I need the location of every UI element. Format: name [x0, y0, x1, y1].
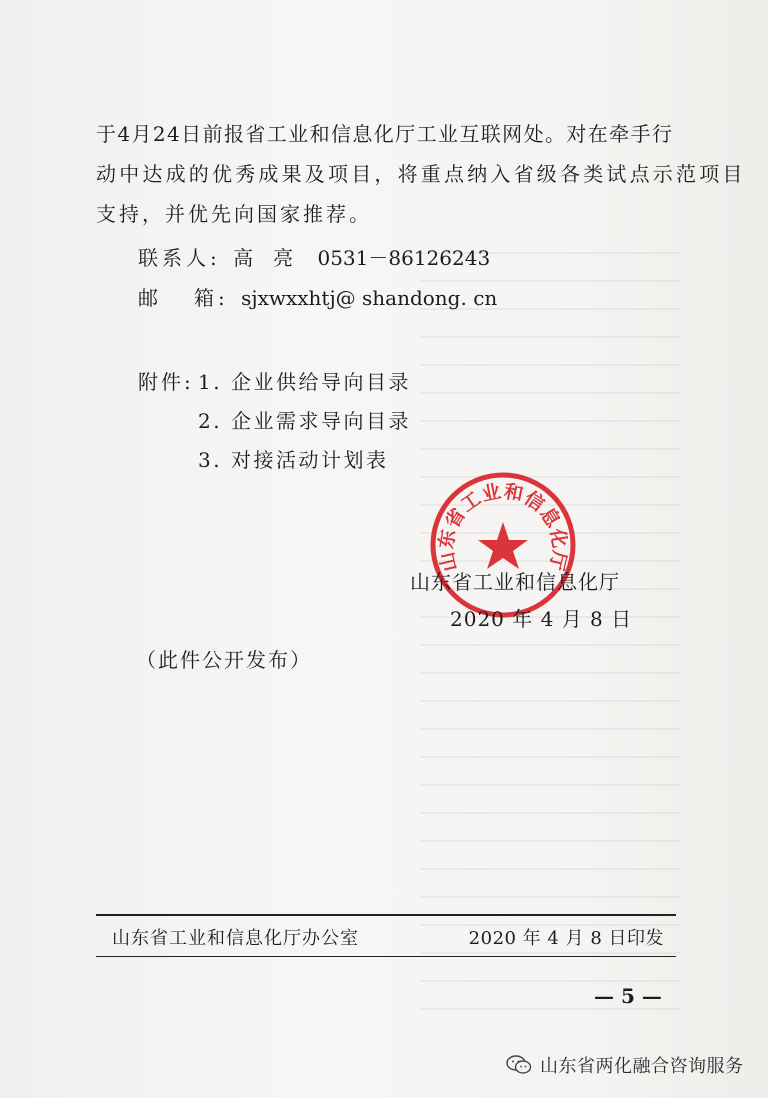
attachment-item-3: 3. 对接活动计划表 [198, 448, 389, 472]
body-line-3: 支持，并优先向国家推荐。 [96, 202, 372, 226]
official-seal [428, 470, 578, 620]
svg-text:山东省工业和信息化厅: 山东省工业和信息化厅 [435, 480, 571, 574]
footer-office: 山东省工业和信息化厅办公室 [112, 928, 359, 949]
attachments-label: 附件: [138, 370, 194, 394]
seal-star-icon [478, 522, 528, 569]
watermark [506, 1052, 744, 1078]
contact-label: 联系人: [138, 246, 221, 270]
contact-phone: 0531－86126243 [317, 246, 491, 270]
page-number: — 5 — [594, 984, 662, 1008]
watermark-text: 山东省两化融合咨询服务 [540, 1056, 744, 1077]
footer-rule-top [96, 914, 676, 916]
attachment-item-1: 1. 企业供给导向目录 [198, 370, 411, 394]
issue-date: 2020 年 4 月 8 日 [450, 607, 633, 631]
body-line-1: 于4月24日前报省工业和信息化厅工业互联网处。对在牵手行 [96, 122, 674, 146]
footer-print-date: 2020 年 4 月 8 日印发 [468, 928, 664, 949]
wechat-icon [506, 1055, 532, 1075]
issuing-authority: 山东省工业和信息化厅 [410, 570, 620, 594]
contact-person-row [138, 244, 490, 272]
email-address: sjxwxxhtj@ shandong. cn [241, 286, 498, 310]
email-label-char-2: 箱: [194, 286, 229, 310]
email-label-char-1: 邮 [138, 286, 158, 310]
contact-name: 高 亮 [233, 246, 294, 270]
footer-rule-bottom [96, 956, 676, 957]
public-release-note: （此件公开发布） [136, 648, 312, 672]
body-line-2: 动中达成的优秀成果及项目，将重点纳入省级各类试点示范项目 [96, 162, 746, 186]
email-row [138, 284, 497, 312]
attachment-item-2: 2. 企业需求导向目录 [198, 409, 411, 433]
